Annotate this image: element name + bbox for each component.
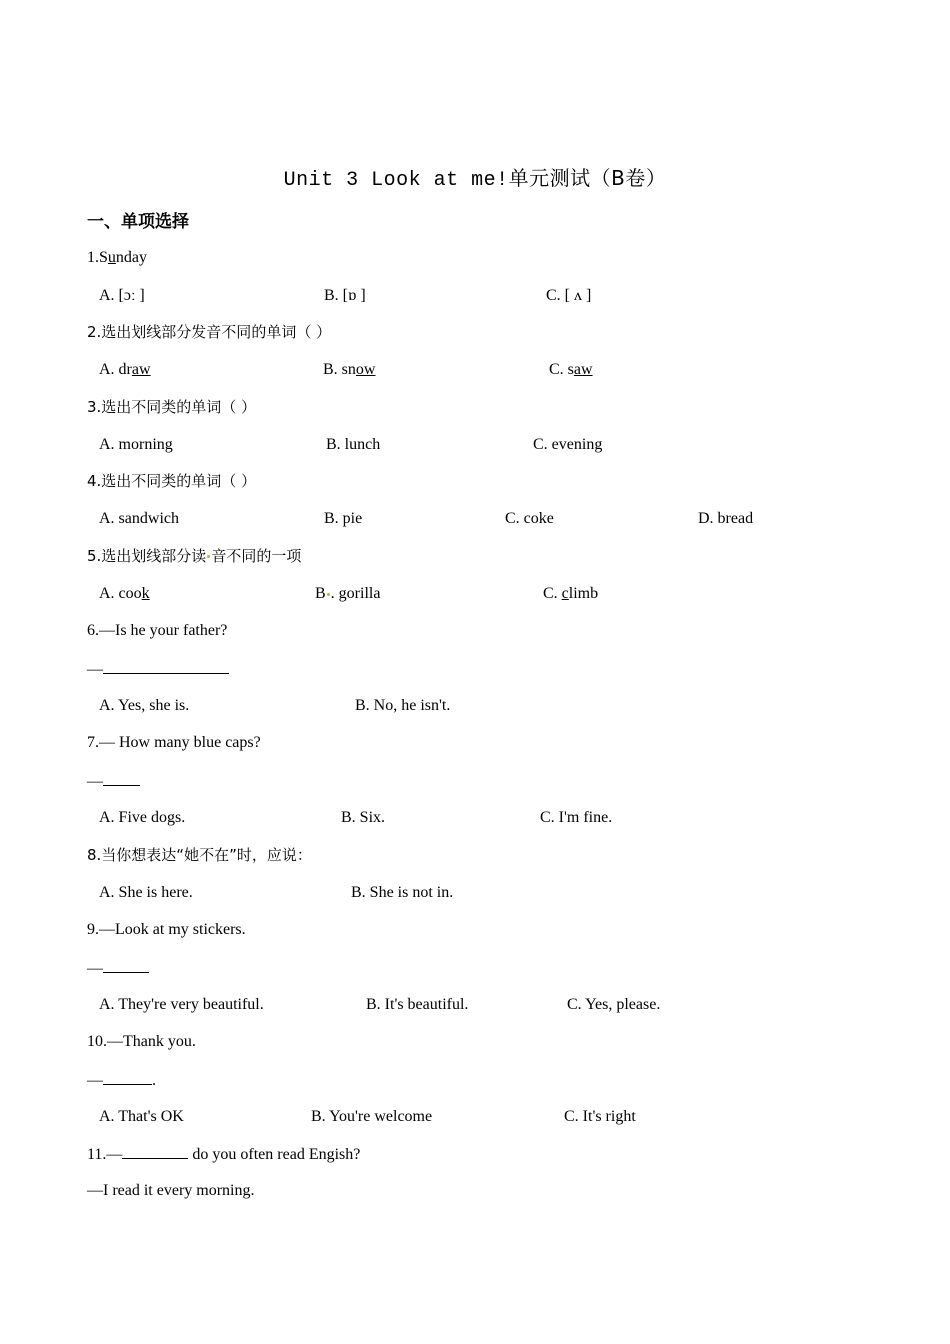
q5-option-c[interactable]: C. climb [543,585,599,602]
q8-stem: 8.当你想表达“她不在”时，应说： [87,846,312,864]
q7-option-c[interactable]: C. I'm fine. [540,809,613,826]
q9-stem: 9.—Look at my stickers. [87,921,246,938]
q11-answer-line: —I read it every morning. [87,1182,255,1199]
q10-option-a[interactable]: A. That's OK [99,1108,184,1125]
page-title [0,162,950,192]
q3-option-a[interactable]: A. morning [99,436,173,453]
q9-option-a[interactable]: A. They're very beautiful. [99,996,264,1013]
q9-option-b[interactable]: B. It's beautiful. [366,996,469,1013]
q2-option-c[interactable]: C. saw [549,361,593,378]
q4-stem: 4.选出不同类的单词（ ） [87,472,257,490]
q4-option-d[interactable]: D. bread [698,510,754,527]
title-en: Unit 3 Look at me! [283,169,509,192]
q10-option-c[interactable]: C. It's right [564,1108,636,1125]
q7-stem: 7.— How many blue caps? [87,734,261,751]
q2-option-b[interactable]: B. snow [323,361,376,378]
q2-option-a[interactable]: A. draw [99,361,151,378]
section-heading: 一、单项选择 [87,212,189,232]
q8-option-b[interactable]: B. She is not in. [351,884,454,901]
q11-stem: 11.— do you often read Engish? [87,1146,361,1163]
q9-answer-line[interactable]: — [87,958,149,979]
q10-stem: 10.—Thank you. [87,1033,196,1050]
q1-stem: 1.Sunday [87,249,148,266]
dot-mark [327,593,330,596]
dot-mark [207,555,210,558]
title-cn: 单元测试（B卷） [508,166,667,190]
q3-stem: 3.选出不同类的单词（ ） [87,398,257,416]
q1-option-a[interactable]: A. [ɔː ] [99,287,145,304]
q6-option-b[interactable]: B. No, he isn't. [355,697,451,714]
q1-option-c[interactable]: C. [ ʌ ] [546,287,592,304]
q8-option-a[interactable]: A. She is here. [99,884,193,901]
q6-option-a[interactable]: A. Yes, she is. [99,697,190,714]
q5-stem: 5.选出划线部分读 音不同的一项 [87,547,302,565]
q3-option-b[interactable]: B. lunch [326,436,381,453]
q10-option-b[interactable]: B. You're welcome [311,1108,433,1125]
q1-option-b[interactable]: B. [ɒ ] [324,287,366,304]
q3-option-c[interactable]: C. evening [533,436,603,453]
q2-stem: 2.选出划线部分发音不同的单词（ ） [87,323,332,341]
q5-option-a[interactable]: A. cook [99,585,150,602]
q5-option-b[interactable]: B . gorilla [315,585,381,602]
q4-option-a[interactable]: A. sandwich [99,510,179,527]
q10-answer-line[interactable]: — . [87,1072,156,1089]
q6-stem: 6.—Is he your father? [87,622,228,639]
q4-option-b[interactable]: B. pie [324,510,363,527]
q7-answer-line[interactable]: — [87,771,140,792]
q7-option-b[interactable]: B. Six. [341,809,386,826]
q6-answer-line[interactable]: — [87,659,229,680]
q9-option-c[interactable]: C. Yes, please. [567,996,661,1013]
q4-option-c[interactable]: C. coke [505,510,554,527]
q7-option-a[interactable]: A. Five dogs. [99,809,186,826]
